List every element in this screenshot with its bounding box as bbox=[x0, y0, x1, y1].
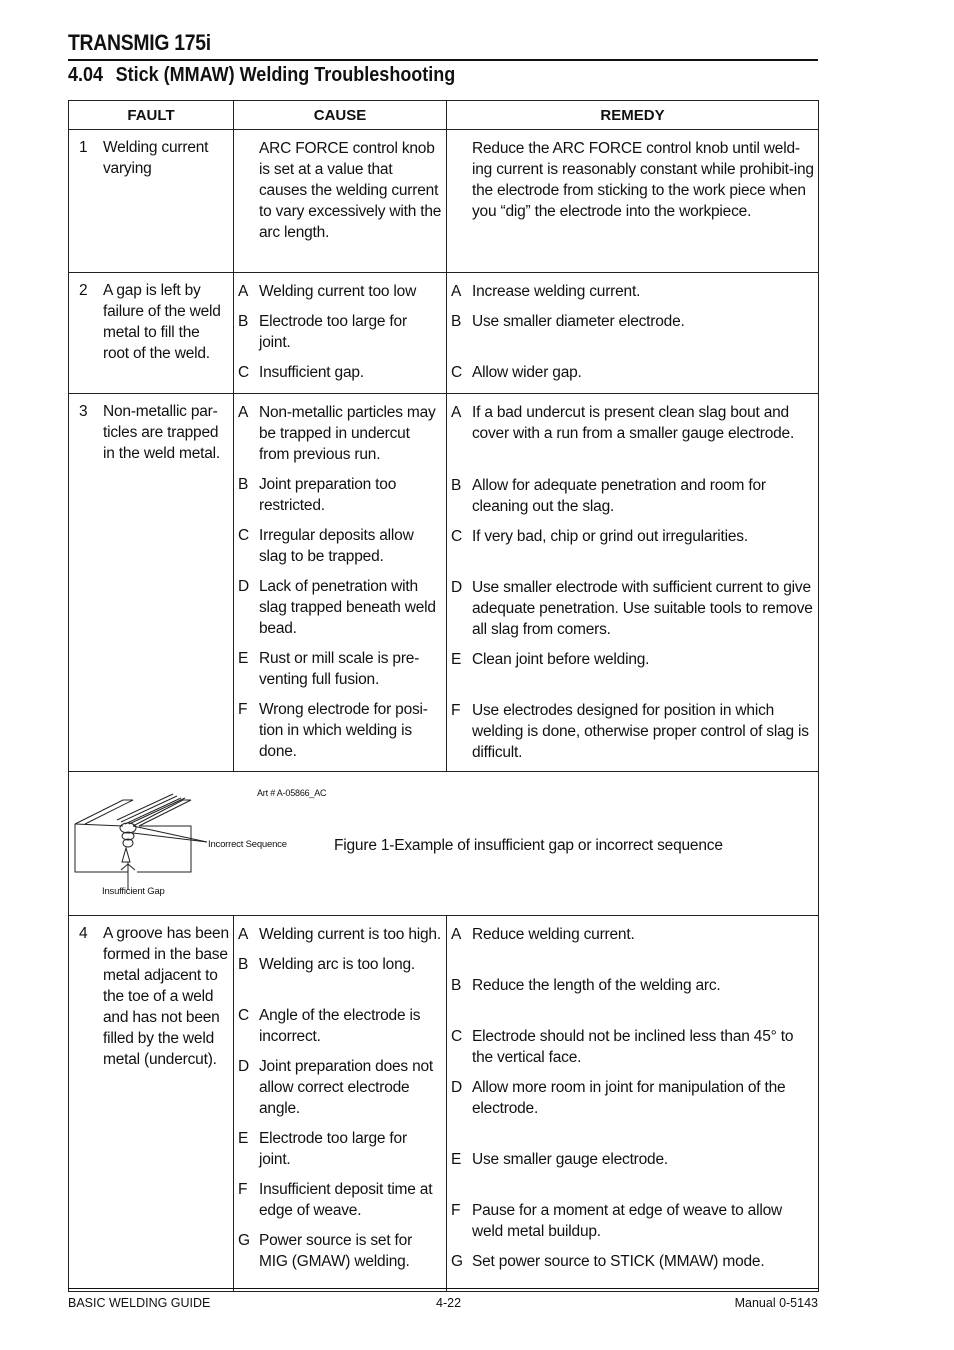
table-row bbox=[69, 130, 819, 273]
fault-text: A groove has been formed in the base metal adjacent to the toe of a weld and has not been filled by the weld metal (undercut). bbox=[103, 925, 229, 1068]
fault-number: 3 bbox=[79, 403, 88, 420]
remedy-item: F Use electrodes designed for position in which welding is done, otherwise proper control of slag is difficult. bbox=[451, 702, 809, 761]
cause-list bbox=[234, 273, 446, 391]
remedy-list bbox=[447, 273, 818, 391]
cause-item: B Joint preparation too restricted. bbox=[238, 476, 397, 514]
header-rule bbox=[68, 59, 818, 61]
figure-caption: Figure 1-Example of insufficient gap or incorrect sequence bbox=[334, 837, 723, 854]
remedy-item: A If a bad undercut is present clean slag bout and cover with a run from a smaller gauge electrode. bbox=[451, 404, 795, 442]
manual-title: TRANSMIG 175i bbox=[68, 30, 211, 55]
remedy-item: D Use smaller electrode with sufficient current to give adequate penetration. Use suitable tools to remove all slag from comers. bbox=[451, 579, 813, 638]
incorrect-sequence-label: Incorrect Sequence bbox=[208, 839, 287, 850]
table-row bbox=[69, 916, 819, 1292]
footer-rule bbox=[68, 1288, 818, 1289]
cause-item: B Electrode too large for joint. bbox=[238, 313, 407, 351]
cause-item: E Electrode too large for joint. bbox=[238, 1130, 407, 1168]
cause-item: C Insufficient gap. bbox=[238, 364, 364, 381]
cause-item: A Non-metallic particles may be trapped in undercut from previous run. bbox=[238, 404, 436, 463]
section-heading: Stick (MMAW) Welding Troubleshooting bbox=[115, 64, 456, 86]
cause-item: D Lack of penetration with slag trapped beneath weld bead. bbox=[238, 578, 436, 637]
cause-list bbox=[234, 916, 446, 1280]
footer-guide-title: BASIC WELDING GUIDE bbox=[68, 1296, 211, 1310]
fault-text: A gap is left by failure of the weld metal to fill the root of the weld. bbox=[103, 282, 221, 362]
fault-header: FAULT bbox=[69, 101, 234, 130]
cause-item: D Joint preparation does not allow correct electrode angle. bbox=[238, 1058, 434, 1117]
remedy-item: F Pause for a moment at edge of weave to allow weld metal buildup. bbox=[451, 1202, 782, 1240]
footer-page-number: 4-22 bbox=[436, 1296, 462, 1310]
remedy-item: A Increase welding current. bbox=[451, 283, 641, 300]
cause-text: ARC FORCE control knob is set at a value that causes the welding current to vary excessively with the arc length. bbox=[259, 140, 442, 241]
fault-number: 1 bbox=[79, 139, 88, 156]
cause-item: A Welding current too low bbox=[238, 283, 417, 300]
section-number: 4.04 bbox=[68, 64, 104, 86]
cause-item: C Irregular deposits allow slag to be trapped. bbox=[238, 527, 414, 565]
remedy-item: E Clean joint before welding. bbox=[451, 651, 650, 668]
remedy-item: B Allow for adequate penetration and room for cleaning out the slag. bbox=[451, 477, 766, 515]
remedy-list bbox=[447, 916, 818, 1280]
remedy-item: A Reduce welding current. bbox=[451, 926, 635, 943]
remedy-item: C Electrode should not be inclined less than 45° to the vertical face. bbox=[451, 1028, 794, 1066]
cause-header: CAUSE bbox=[234, 101, 447, 130]
remedy-item: B Reduce the length of the welding arc. bbox=[451, 977, 721, 994]
cause-item: B Welding arc is too long. bbox=[238, 956, 416, 973]
table-row bbox=[69, 273, 819, 394]
remedy-item: E Use smaller gauge electrode. bbox=[451, 1151, 669, 1168]
figure-row bbox=[69, 772, 819, 916]
table-row bbox=[69, 394, 819, 772]
cause-item: G Power source is set for MIG (GMAW) welding. bbox=[238, 1232, 413, 1270]
table-header-row bbox=[69, 101, 819, 130]
fault-text: Welding current varying bbox=[103, 139, 209, 177]
fault-text: Non-metallic par-ticles are trapped in the weld metal. bbox=[103, 403, 221, 462]
remedy-header: REMEDY bbox=[447, 101, 819, 130]
cause-list bbox=[234, 394, 446, 770]
figure-1 bbox=[69, 772, 818, 915]
cause-item: F Insufficient deposit time at edge of weave. bbox=[238, 1181, 433, 1219]
remedy-item: G Set power source to STICK (MMAW) mode. bbox=[451, 1253, 765, 1270]
remedy-item: C If very bad, chip or grind out irregularities. bbox=[451, 528, 748, 545]
cause-item: F Wrong electrode for posi-tion in which welding is done. bbox=[238, 701, 428, 760]
cause-item: E Rust or mill scale is pre-venting full fusion. bbox=[238, 650, 420, 688]
fault-number: 4 bbox=[79, 925, 88, 942]
remedy-item: C Allow wider gap. bbox=[451, 364, 582, 381]
footer-manual-number: Manual 0-5143 bbox=[734, 1296, 818, 1310]
cause-item: A Welding current is too high. bbox=[238, 926, 441, 943]
remedy-item: B Use smaller diameter electrode. bbox=[451, 313, 685, 330]
remedy-text: Reduce the ARC FORCE control knob until weld-ing current is reasonably constant while prohibit-ing the electrode from sticking to the work piece when you “dig” the electrode into the workpiece. bbox=[472, 140, 814, 220]
remedy-item: D Allow more room in joint for manipulation of the electrode. bbox=[451, 1079, 786, 1117]
troubleshooting-table bbox=[68, 100, 819, 1292]
cause-item: C Angle of the electrode is incorrect. bbox=[238, 1007, 421, 1045]
art-number: Art # A-05866_AC bbox=[257, 788, 327, 798]
section-title bbox=[68, 64, 455, 87]
remedy-list bbox=[447, 394, 818, 771]
fault-number: 2 bbox=[79, 282, 88, 299]
insufficient-gap-label: Insufficient Gap bbox=[102, 886, 165, 897]
